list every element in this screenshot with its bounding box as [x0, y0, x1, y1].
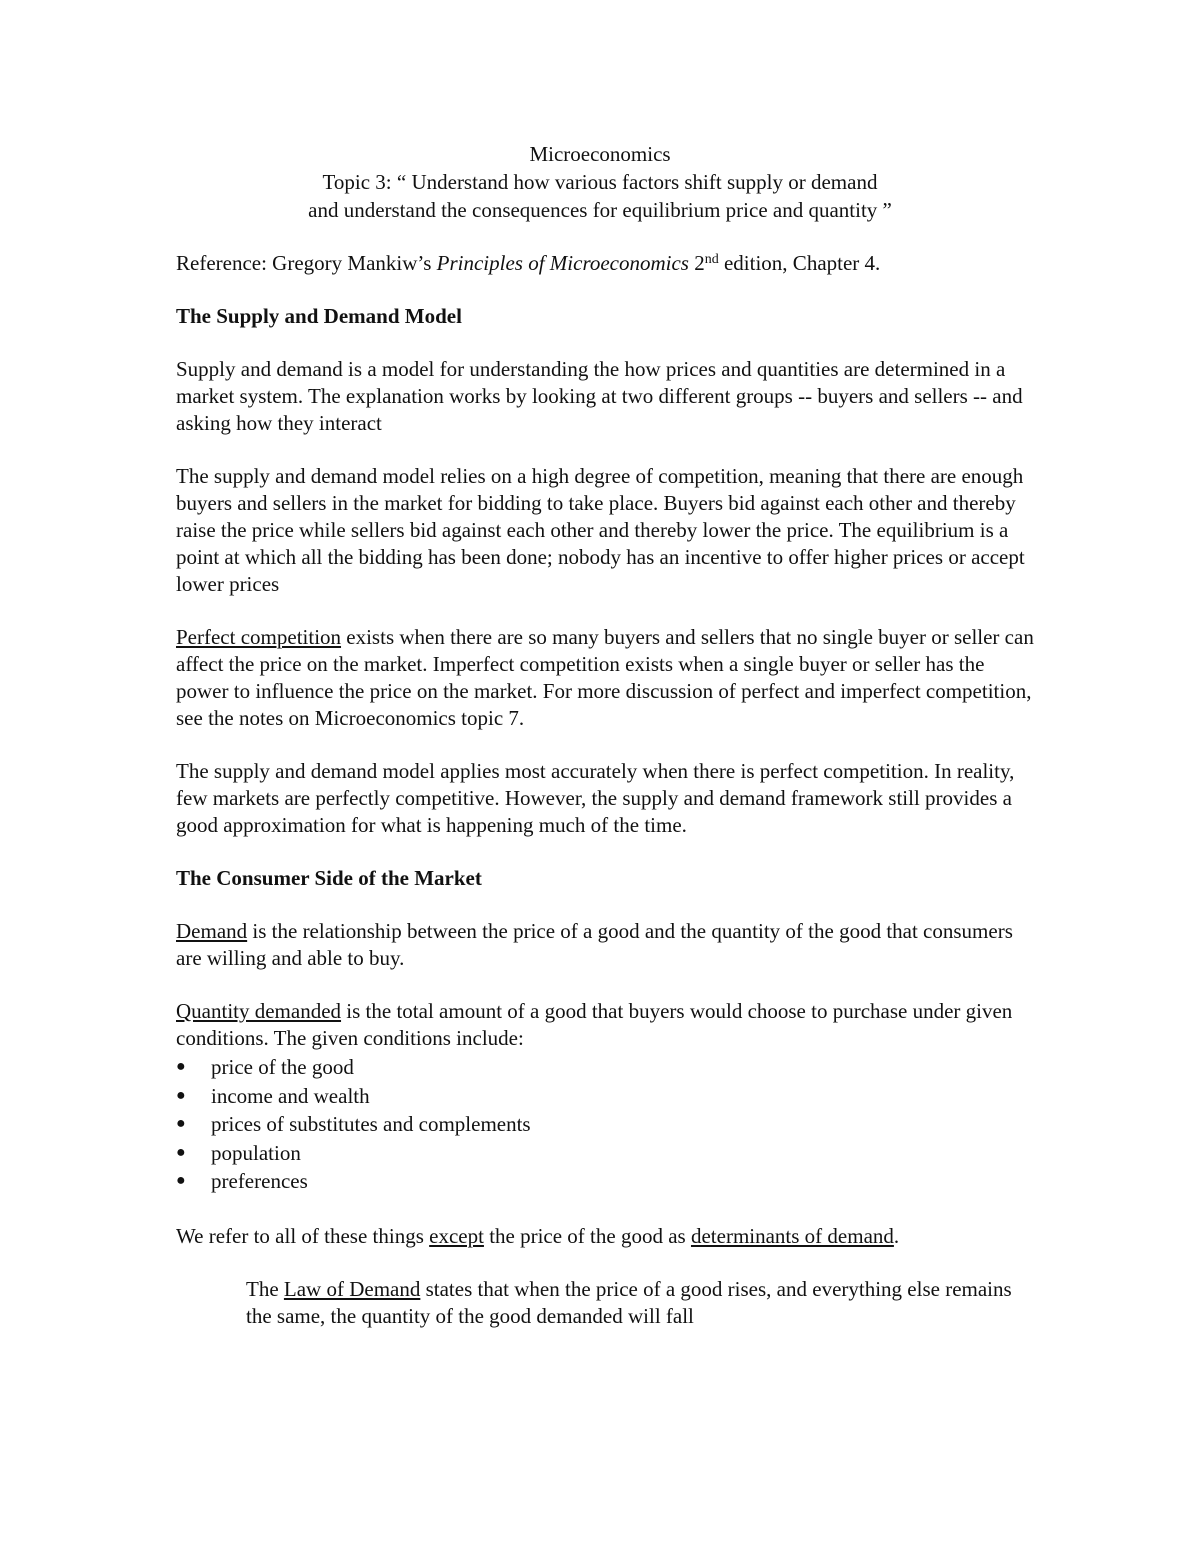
reference-line — [176, 250, 1036, 277]
list-item: ● income and wealth — [176, 1082, 1036, 1111]
list-item: ● preferences — [176, 1167, 1036, 1196]
perfect-competition-text: exists when there are so many buyers and sellers that no single buyer or seller can affect the price on the market. Imperfect competition exists when a single buyer or seller has the power to influence the price on the market. For more discussion of perfect and imperfect competition, see the notes on Microeconomics topic 7. — [176, 625, 1034, 730]
term-except: except — [429, 1223, 484, 1248]
section-heading-consumer-side: The Consumer Side of the Market — [176, 866, 482, 890]
term-demand: Demand — [176, 919, 248, 943]
reference-suffix: edition, Chapter 4. — [718, 251, 881, 275]
list-item: ● prices of substitutes and complements — [176, 1110, 1036, 1139]
demand-definition-text: is the relationship between the price of a good and the quantity of the good that consumers are willing and able to buy. — [176, 919, 1013, 970]
paragraph-determinants: We refer to all of these things except the price of the good as determinants of demand. — [176, 1223, 900, 1248]
paragraph-demand-definition — [176, 918, 1036, 972]
term-determinants-of-demand: determinants of demand — [690, 1223, 894, 1248]
document-body — [176, 250, 1036, 1356]
bullet-icon: ● — [176, 1086, 186, 1104]
edition-number: 2 — [688, 251, 705, 275]
list-item: ● population — [176, 1139, 1036, 1168]
paragraph-perfect-competition — [176, 624, 1036, 732]
paragraph-model-accuracy: The supply and demand model applies most accurately when there is perfect competition. In reality, few markets are perfectly competitive. However, the supply and demand framework still provides a good approximation for what is happening much of the time. — [176, 759, 1015, 837]
bullet-icon: ● — [176, 1115, 186, 1132]
conditions-list — [176, 1053, 1036, 1196]
document-header — [0, 140, 1200, 224]
bullet-icon: ● — [176, 1143, 186, 1161]
term-quantity-demanded: Quantity demanded — [176, 999, 342, 1023]
topic-line-2: and understand the consequences for equilibrium price and quantity ” — [308, 198, 892, 222]
quantity-demanded-text: is the total amount of a good that buyers would choose to purchase under given conditions. The given conditions include: — [176, 999, 1013, 1050]
edition-superscript: nd — [704, 252, 719, 267]
course-title: Microeconomics — [529, 142, 671, 166]
bullet-icon: ● — [176, 1058, 186, 1075]
reference-prefix: Reference: Gregory Mankiw’s — [176, 251, 437, 275]
paragraph-law-of-demand: The Law of Demand states that when the price of a good rises, and everything else remains the same, the quantity of the good demanded will fall — [246, 1276, 1012, 1328]
paragraph-competition: The supply and demand model relies on a high degree of competition, meaning that there are enough buyers and sellers in the market for bidding to take place. Buyers bid against each other and thereby raise the price while sellers bid against each other and thereby lower the price. The equilibrium is a point at which all the bidding has been done; nobody has an incentive to offer higher prices or accept lower prices — [176, 464, 1025, 596]
section-heading-supply-demand-model: The Supply and Demand Model — [176, 304, 462, 328]
topic-line-1: Topic 3: “ Understand how various factors shift supply or demand — [322, 170, 878, 194]
list-item: ● price of the good — [176, 1053, 1036, 1082]
bullet-icon: ● — [176, 1172, 186, 1189]
book-title: Principles of Microeconomics — [436, 251, 689, 275]
paragraph-quantity-demanded — [176, 998, 1036, 1052]
term-perfect-competition: Perfect competition — [176, 625, 342, 649]
paragraph-model-intro: Supply and demand is a model for understanding the how prices and quantities are determined in a market system. The explanation works by looking at two different groups -- buyers and sellers -- and asking how they interact — [176, 357, 1023, 435]
term-law-of-demand: Law of Demand — [283, 1276, 421, 1301]
